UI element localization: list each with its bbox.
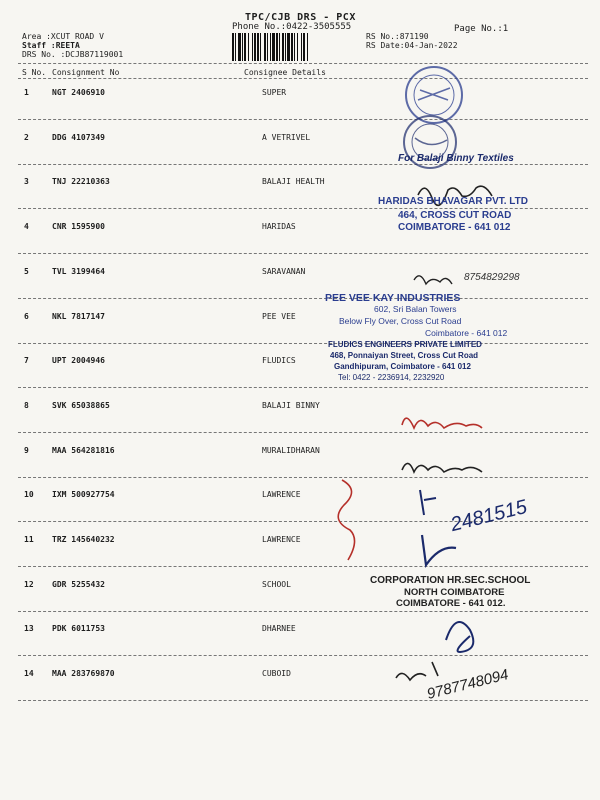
handwritten-phone: 9787748094 (425, 666, 511, 703)
row-consignee-name: FLUDICS (262, 356, 296, 365)
column-header-consignment: Consignment No (52, 68, 120, 77)
row-consignment-number: IXM 500927754 (52, 490, 115, 499)
rs-number: RS No.:871190 (366, 32, 429, 41)
peevee-stamp-line: Below Fly Over, Cross Cut Road (339, 316, 462, 326)
row-consignment-number: MAA 283769870 (52, 669, 115, 678)
row-consignee-name: LAWRENCE (262, 490, 301, 499)
row-serial-number: 6 (24, 312, 29, 321)
signature (396, 662, 438, 680)
page-number: Page No.:1 (454, 24, 509, 34)
row-serial-number: 9 (24, 446, 29, 455)
area-label: Area :XCUT ROAD V (22, 32, 104, 41)
row-consignee-name: A VETRIVEL (262, 133, 311, 142)
row-serial-number: 5 (24, 267, 29, 276)
signature (422, 535, 456, 565)
round-stamp (406, 67, 462, 123)
haridas-stamp-line: HARIDAS BHAVAGAR PVT. LTD (378, 196, 528, 207)
signature (402, 463, 482, 472)
row-consignment-number: DDG 4107349 (52, 133, 105, 142)
row-consignee-name: DHARNEE (262, 624, 296, 633)
row-consignee-name: LAWRENCE (262, 535, 301, 544)
row-serial-number: 13 (24, 624, 34, 633)
row-serial-number: 10 (24, 490, 34, 499)
handwritten-number: 2481515 (448, 495, 530, 537)
row-consignee-name: SARAVANAN (262, 267, 306, 276)
haridas-stamp-line: 464, CROSS CUT ROAD (398, 210, 512, 221)
row-serial-number: 1 (24, 88, 29, 97)
school-stamp-line: CORPORATION HR.SEC.SCHOOL (370, 575, 531, 586)
row-serial-number: 11 (24, 535, 34, 544)
fludics-stamp-line: Tel: 0422 - 2236914, 2232920 (338, 373, 445, 382)
peevee-stamp-line: 602, Sri Balan Towers (374, 304, 457, 314)
rs-date: RS Date:04-Jan-2022 (366, 41, 458, 50)
phone-number: Phone No.:0422-3505555 (232, 22, 352, 32)
handwritten-phone: 8754829298 (464, 272, 520, 283)
row-consignment-number: NGT 2406910 (52, 88, 105, 97)
row-serial-number: 14 (24, 669, 34, 678)
column-header-sno: S No. (22, 68, 47, 77)
peevee-stamp-line: Coimbatore - 641 012 (425, 328, 508, 338)
signature (414, 276, 452, 284)
row-serial-number: 4 (24, 222, 29, 231)
row-consignee-name: BALAJI BINNY (262, 401, 320, 410)
row-serial-number: 2 (24, 133, 29, 142)
fludics-stamp-line: FLUDICS ENGINEERS PRIVATE LIMITED (328, 340, 482, 349)
row-consignment-number: TRZ 145640232 (52, 535, 115, 544)
signature (420, 490, 436, 515)
row-consignment-number: UPT 2004946 (52, 356, 105, 365)
drs-number: DRS No. :DCJB87119001 (22, 50, 124, 59)
row-consignment-number: TVL 3199464 (52, 267, 105, 276)
row-consignee-name: SUPER (262, 88, 287, 97)
document-title: TPC/CJB DRS - PCX (245, 12, 356, 23)
row-consignment-number: MAA 564281816 (52, 446, 115, 455)
row-consignee-name: SCHOOL (262, 580, 291, 589)
haridas-stamp-line: COIMBATORE - 641 012 (398, 222, 511, 233)
fludics-stamp-line: 468, Ponnaiyan Street, Cross Cut Road (330, 351, 479, 360)
row-consignee-name: MURALIDHARAN (262, 446, 320, 455)
row-consignee-name: HARIDAS (262, 222, 296, 231)
peevee-stamp-line: PEE VEE KAY INDUSTRIES (325, 292, 461, 304)
fludics-stamp-line: Gandhipuram, Coimbatore - 641 012 (334, 362, 471, 371)
school-stamp-line: COIMBATORE - 641 012. (396, 598, 506, 609)
row-serial-number: 12 (24, 580, 34, 589)
row-consignment-number: NKL 7817147 (52, 312, 105, 321)
column-header-details: Consignee Details (244, 68, 326, 77)
school-stamp-line: NORTH COIMBATORE (404, 587, 505, 598)
row-consignment-number: SVK 65038865 (52, 401, 110, 410)
staff-label: Staff :REETA (22, 41, 80, 50)
row-serial-number: 3 (24, 177, 29, 186)
row-consignment-number: CNR 1595900 (52, 222, 105, 231)
row-consignment-number: GDR 5255432 (52, 580, 105, 589)
signature (402, 418, 482, 428)
row-consignment-number: PDK 6011753 (52, 624, 105, 633)
signature (338, 480, 354, 560)
row-serial-number: 7 (24, 356, 29, 365)
row-consignee-name: CUBOID (262, 669, 291, 678)
row-serial-number: 8 (24, 401, 29, 410)
row-consignee-name: BALAJI HEALTH (262, 177, 325, 186)
row-consignee-name: PEE VEE (262, 312, 296, 321)
row-consignment-number: TNJ 22210363 (52, 177, 110, 186)
balaji-stamp-text: For Balaji Binny Textiles (398, 153, 514, 164)
signature (446, 622, 473, 652)
